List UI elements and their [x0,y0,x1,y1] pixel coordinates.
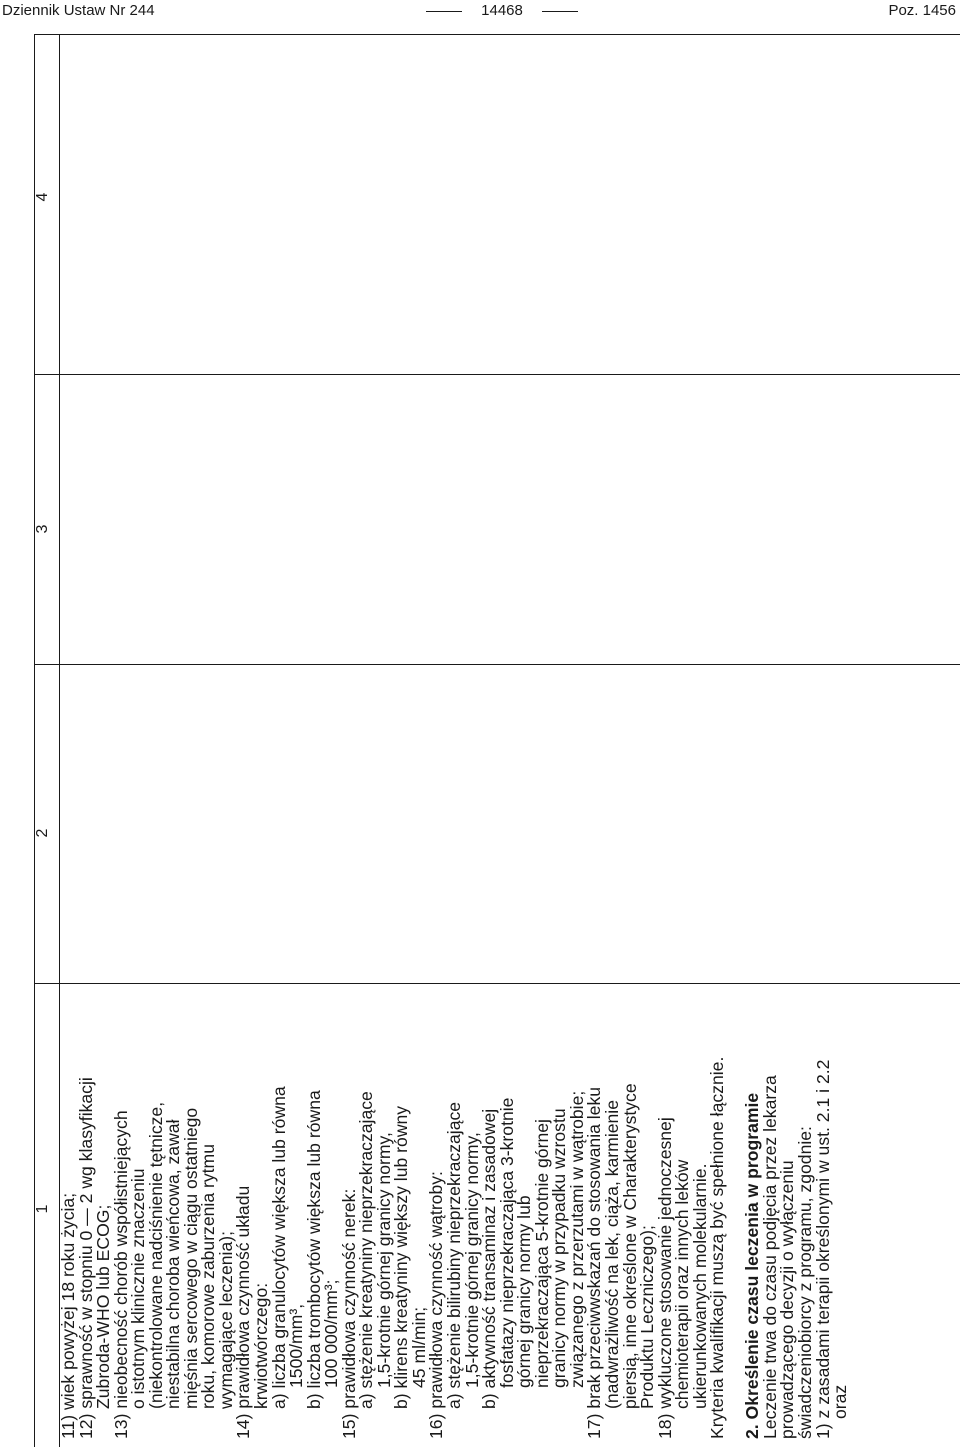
text-line: wymagające leczenia); [215,1231,236,1409]
text-line: nieprzekraczająca 5-krotnie górnej [531,1119,552,1388]
text-line: b) klirens kreatyniny większy lub równy [391,1105,412,1409]
position-number: Poz. 1456 [888,2,956,19]
text-line: krwiotwórczego: [251,1282,272,1409]
text-line: o istotnym klinicznie znaczeniu [128,1168,149,1409]
text-line: a) stężenie bilirubiny nieprzekraczające [444,1101,465,1409]
text-line: mięśnia sercowego w ciągu ostatniego [180,1107,201,1409]
text-line: 1) z zasadami terapii określonymi w ust. 2.1 i 2.2 [812,1059,833,1439]
text-line: 17) brak przeciwwskazań do stosowania leku [584,1086,605,1439]
text-line: fosfatazy nieprzekraczająca 3-krotnie [496,1097,517,1388]
text-line: prowadzącego decyzji o wyłączeniu [777,1160,798,1439]
text-line: (niekontrolowane nadciśnienie tętnicze, [145,1101,166,1409]
text-line: Zubroda-WHO lub ECOG; [93,1204,114,1409]
page-number: 14468 [432,2,572,19]
text-line: 100 000/mm³; [321,1279,342,1388]
text-line: roku, komorowe zaburzenia rytmu [198,1144,219,1409]
text-line: 15) prawidłowa czynność nerek: [338,1188,359,1439]
text-line: 16) prawidłowa czynność wątroby: [426,1171,447,1439]
qualification-note: Kryteria kwalifikacji muszą być spełnione łącznie. [707,1056,728,1439]
text-line: niestabilna choroba wieńcowa, zawał [163,1119,184,1409]
text-line: b) aktywność transaminaz i zasadowej [479,1108,500,1409]
text-line: (nadwrażliwość na lek, ciąża, karmienie [601,1100,622,1409]
text-line: 1500/mm³, [286,1303,307,1388]
text-line: 1,5-krotnie górnej granicy normy, [461,1132,482,1388]
text-line: piersią, inne określone w Charakterystyce [619,1083,640,1409]
text-line: 13) nieobecność chorób współistniejących [110,1110,131,1439]
text-line: a) liczba granulocytów większa lub równa [268,1086,289,1409]
text-line: b) liczba trombocytów większa lub równa [303,1090,324,1409]
text-line: 45 ml/min; [408,1306,429,1388]
section-heading: 2. Określenie czasu leczenia w programie [742,1092,763,1439]
text-line: górnej granicy normy lub [514,1195,535,1388]
text-line: ukierunkowanych molekularnie. [689,1163,710,1409]
text-line: związanego z przerzutami w wątrobie; [566,1090,587,1388]
text-line: chemioterapii oraz innych leków [672,1159,693,1409]
text-line: 12) sprawność w stopniu 0 — 2 wg klasyfikacji [75,1077,96,1439]
column-1-text [60,989,850,1439]
text-line: 18) wykluczone stosowanie jednoczesnej [654,1117,675,1439]
text-line: granicy normy w przypadku wzrostu [549,1108,570,1388]
text-line: świadczeniobiorcy z programu, zgodnie: [794,1126,815,1439]
rotated-page-content [60,7,960,1447]
text-line: 14) prawidłowa czynność układu [233,1185,254,1439]
text-line: 1,5-krotnie górnej granicy normy, [373,1132,394,1388]
text-line: 11) wiek powyżej 18 roku życia; [58,1192,78,1439]
text-line: Leczenie trwa do czasu podjęcia przez lekarza [759,1075,780,1439]
text-line: oraz [830,1384,851,1419]
journal-title: Dziennik Ustaw Nr 244 [2,2,155,19]
text-line: a) stężenie kreatyniny nieprzekraczające [356,1091,377,1409]
text-line: Produktu Leczniczego); [637,1225,658,1409]
